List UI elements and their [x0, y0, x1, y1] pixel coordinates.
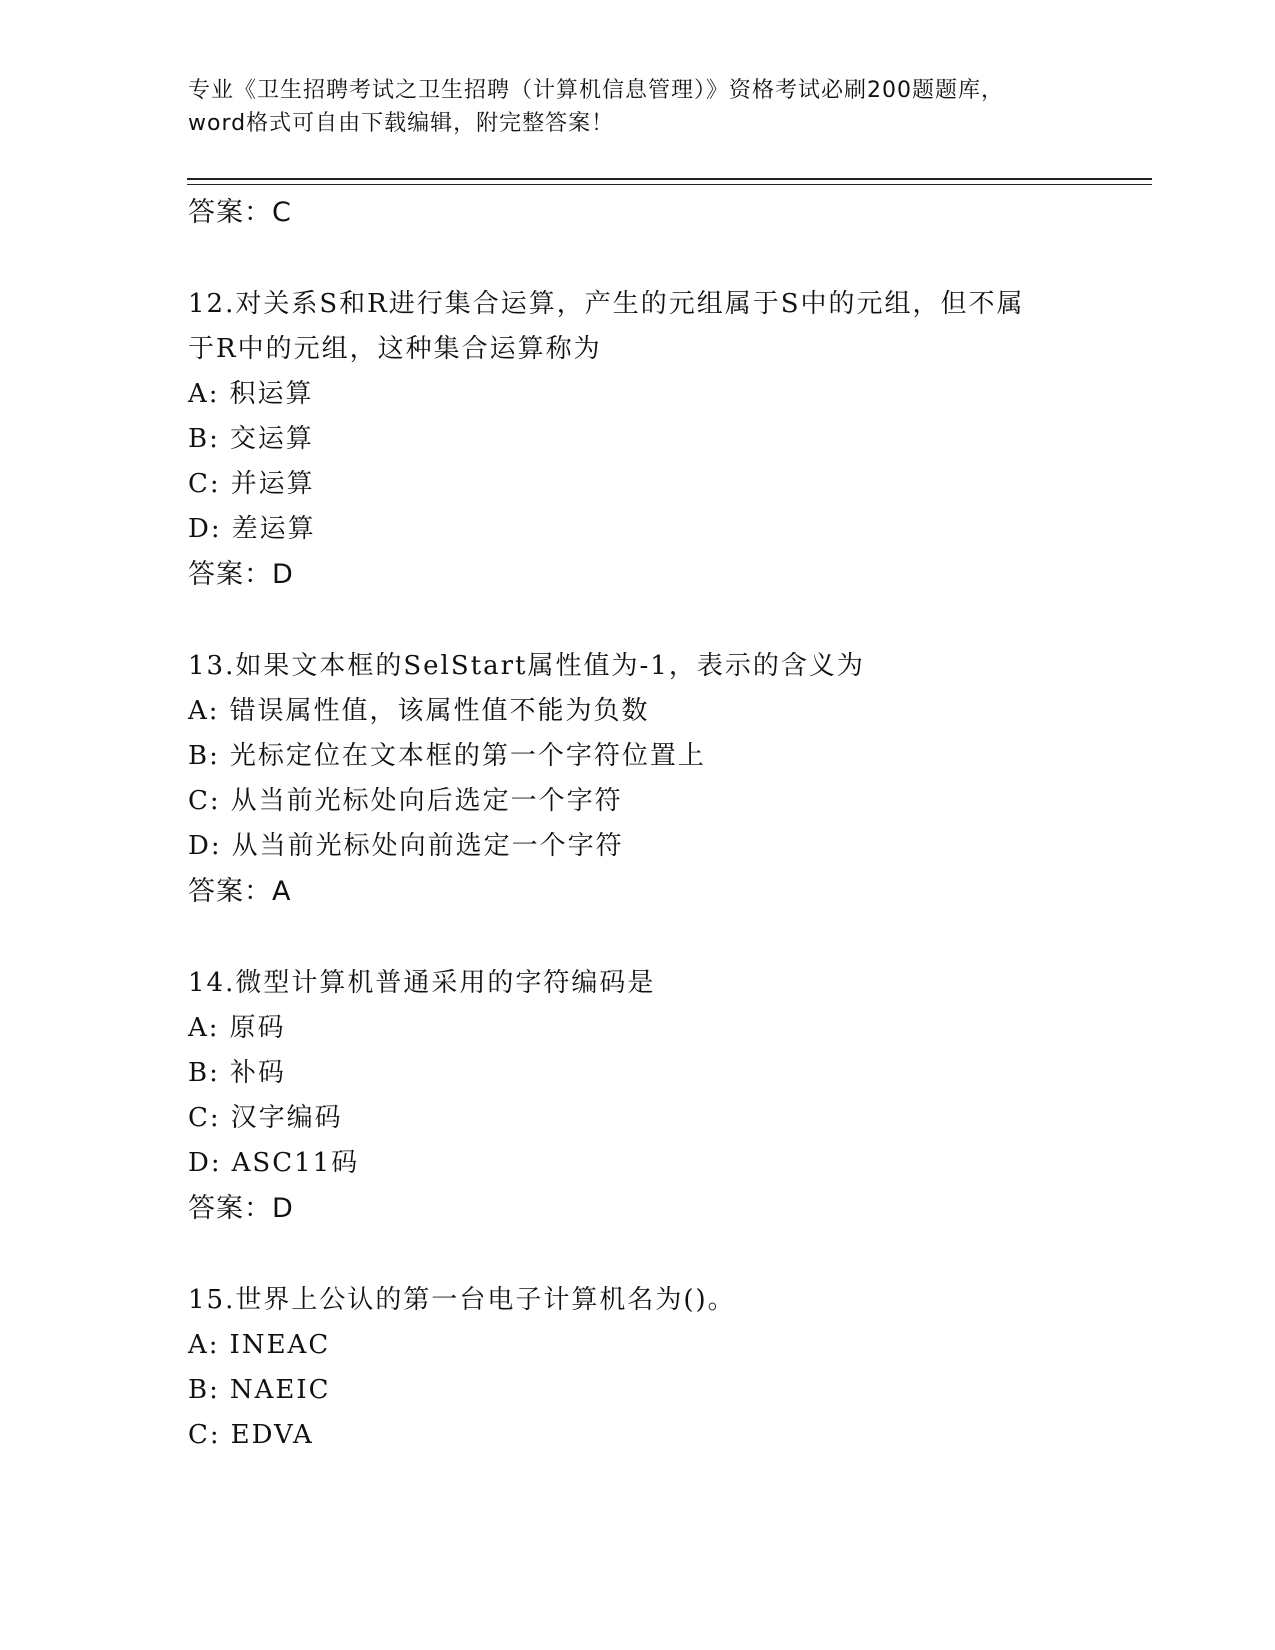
question-block-15 [188, 1278, 1088, 1458]
option-key: B: [188, 741, 220, 771]
option-key: D: [188, 831, 222, 861]
option-key: A: [188, 379, 220, 409]
option-text: 交运算 [229, 424, 314, 454]
question-text: 14.微型计算机普通采用的字符编码是 [188, 968, 656, 998]
option-a [188, 689, 1088, 734]
spacer [188, 598, 1088, 644]
question-block-13 [188, 644, 1088, 915]
option-key: D: [188, 1148, 222, 1178]
option-key: C: [188, 786, 221, 816]
option-key: A: [188, 1330, 220, 1360]
option-text: INEAC [229, 1330, 331, 1360]
option-c [188, 1096, 1088, 1141]
answer-line: 答案：D [188, 1193, 294, 1224]
document-body [188, 190, 1088, 1458]
option-b [188, 734, 1088, 779]
option-text: 从当前光标处向后选定一个字符 [230, 786, 623, 816]
option-d [188, 507, 1088, 552]
option-key: A: [188, 696, 220, 726]
option-key: B: [188, 424, 220, 454]
question-text: 13.如果文本框的SelStart属性值为-1，表示的含义为 [188, 651, 865, 681]
spacer [188, 1232, 1088, 1278]
option-key: A: [188, 1013, 220, 1043]
option-d [188, 824, 1088, 869]
header-divider-thin [187, 184, 1152, 185]
question-text: 12.对关系S和R进行集合运算，产生的元组属于S中的元组，但不属 [188, 289, 1025, 319]
header-title-line2: word格式可自由下载编辑，附完整答案！ [188, 111, 615, 136]
option-a [188, 1323, 1088, 1368]
option-text: 原码 [229, 1013, 286, 1043]
option-d [188, 1141, 1088, 1186]
option-text: 汉字编码 [230, 1103, 343, 1133]
question-text: 15.世界上公认的第一台电子计算机名为()。 [188, 1285, 736, 1315]
option-c [188, 779, 1088, 824]
option-text: NAEIC [229, 1375, 331, 1405]
option-b [188, 1368, 1088, 1413]
option-key: B: [188, 1058, 220, 1088]
answer-line: 答案：A [188, 876, 292, 907]
option-c [188, 1413, 1088, 1458]
option-text: 并运算 [230, 469, 315, 499]
option-text: 差运算 [231, 514, 316, 544]
option-key: C: [188, 469, 221, 499]
spacer [188, 915, 1088, 961]
option-a [188, 1006, 1088, 1051]
answer-line: 答案：C [188, 197, 292, 228]
question-block-14 [188, 961, 1088, 1232]
option-key: B: [188, 1375, 220, 1405]
option-text: 错误属性值，该属性值不能为负数 [229, 696, 650, 726]
option-text: 补码 [229, 1058, 286, 1088]
document-header [188, 74, 1088, 140]
option-b [188, 1051, 1088, 1096]
option-c [188, 462, 1088, 507]
question-text-continued: 于R中的元组，这种集合运算称为 [188, 334, 602, 364]
question-block-12 [188, 282, 1088, 598]
option-a [188, 372, 1088, 417]
option-text: 从当前光标处向前选定一个字符 [231, 831, 624, 861]
option-text: 光标定位在文本框的第一个字符位置上 [229, 741, 706, 771]
option-text: EDVA [230, 1420, 314, 1450]
spacer [188, 236, 1088, 282]
option-key: C: [188, 1103, 221, 1133]
option-b [188, 417, 1088, 462]
option-text: 积运算 [229, 379, 314, 409]
option-key: D: [188, 514, 222, 544]
header-title-line1: 专业《卫生招聘考试之卫生招聘（计算机信息管理）》资格考试必刷200题题库， [188, 78, 1004, 103]
header-divider-thick [187, 178, 1152, 180]
option-key: C: [188, 1420, 221, 1450]
option-text: ASC11码 [231, 1148, 360, 1178]
answer-line: 答案：D [188, 559, 294, 590]
